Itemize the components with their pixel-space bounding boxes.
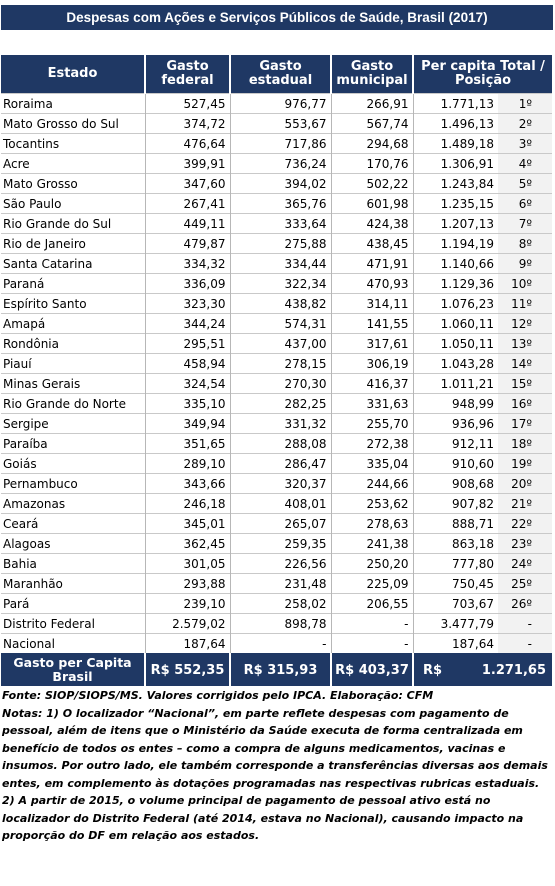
cell-estado: Distrito Federal [1, 614, 145, 634]
cell-municipal: 335,04 [331, 454, 413, 474]
cell-posicao: 8º [498, 234, 552, 254]
cell-municipal: 601,98 [331, 194, 413, 214]
cell-estado: Maranhão [1, 574, 145, 594]
table-row [1, 294, 552, 314]
cell-percapita: 888,71 [413, 514, 498, 534]
table-row [1, 314, 552, 334]
cell-municipal: 294,68 [331, 134, 413, 154]
cell-estado: Santa Catarina [1, 254, 145, 274]
cell-estadual: 278,15 [230, 354, 331, 374]
cell-estado: Alagoas [1, 534, 145, 554]
table-row [1, 474, 552, 494]
cell-percapita: 1.243,84 [413, 174, 498, 194]
cell-municipal: 424,38 [331, 214, 413, 234]
cell-estadual: 288,08 [230, 434, 331, 454]
cell-estadual: 331,32 [230, 414, 331, 434]
total-municipal: R$ 403,37 [331, 654, 413, 687]
cell-posicao: 6º [498, 194, 552, 214]
cell-percapita: 936,96 [413, 414, 498, 434]
header-municipal: Gasto municipal [331, 55, 413, 94]
cell-municipal: 170,76 [331, 154, 413, 174]
total-estadual: R$ 315,93 [230, 654, 331, 687]
cell-percapita: 1.011,21 [413, 374, 498, 394]
cell-posicao: 26º [498, 594, 552, 614]
cell-posicao: 25º [498, 574, 552, 594]
cell-estado: Bahia [1, 554, 145, 574]
cell-municipal: 241,38 [331, 534, 413, 554]
table-row [1, 254, 552, 274]
cell-municipal: 253,62 [331, 494, 413, 514]
cell-percapita: 1.306,91 [413, 154, 498, 174]
cell-estado: Rio Grande do Norte [1, 394, 145, 414]
cell-posicao: 19º [498, 454, 552, 474]
cell-percapita: 907,82 [413, 494, 498, 514]
cell-municipal: 567,74 [331, 114, 413, 134]
table-row [1, 134, 552, 154]
table-row [1, 114, 552, 134]
cell-federal: 449,11 [145, 214, 230, 234]
cell-federal: 344,24 [145, 314, 230, 334]
cell-estado: Rio Grande do Sul [1, 214, 145, 234]
cell-percapita: 1.043,28 [413, 354, 498, 374]
cell-municipal: 317,61 [331, 334, 413, 354]
cell-federal: 187,64 [145, 634, 230, 654]
cell-posicao: 5º [498, 174, 552, 194]
cell-municipal: 225,09 [331, 574, 413, 594]
cell-federal: 362,45 [145, 534, 230, 554]
cell-percapita: 1.060,11 [413, 314, 498, 334]
cell-estadual: 270,30 [230, 374, 331, 394]
cell-posicao: 23º [498, 534, 552, 554]
cell-municipal: 438,45 [331, 234, 413, 254]
table-header-row [1, 55, 552, 94]
cell-municipal: 470,93 [331, 274, 413, 294]
cell-percapita: 948,99 [413, 394, 498, 414]
cell-federal: 295,51 [145, 334, 230, 354]
cell-estadual: 334,44 [230, 254, 331, 274]
table-row [1, 614, 552, 634]
cell-estadual: 408,01 [230, 494, 331, 514]
table-row [1, 154, 552, 174]
cell-municipal: 272,38 [331, 434, 413, 454]
cell-estado: São Paulo [1, 194, 145, 214]
cell-estadual: 717,86 [230, 134, 331, 154]
cell-federal: 336,09 [145, 274, 230, 294]
cell-percapita: 863,18 [413, 534, 498, 554]
source-note: Fonte: SIOP/SIOPS/MS. Valores corrigidos pelo IPCA. Elaboração: CFM [2, 689, 434, 702]
cell-percapita: 1.076,23 [413, 294, 498, 314]
cell-percapita: 1.194,19 [413, 234, 498, 254]
cell-posicao: 3º [498, 134, 552, 154]
cell-estadual: 275,88 [230, 234, 331, 254]
cell-estado: Piauí [1, 354, 145, 374]
cell-estadual: 282,25 [230, 394, 331, 414]
table-row [1, 94, 552, 114]
cell-federal: 476,64 [145, 134, 230, 154]
cell-federal: 399,91 [145, 154, 230, 174]
cell-estado: Mato Grosso [1, 174, 145, 194]
cell-estadual: 231,48 [230, 574, 331, 594]
cell-estado: Mato Grosso do Sul [1, 114, 145, 134]
total-percapita [413, 654, 552, 687]
cell-municipal: 266,91 [331, 94, 413, 114]
table-row [1, 174, 552, 194]
cell-municipal: 278,63 [331, 514, 413, 534]
cell-federal: 343,66 [145, 474, 230, 494]
table-row [1, 334, 552, 354]
table-row [1, 554, 552, 574]
cell-federal: 334,32 [145, 254, 230, 274]
cell-estadual: 322,34 [230, 274, 331, 294]
cell-posicao: 2º [498, 114, 552, 134]
cell-municipal: 306,19 [331, 354, 413, 374]
cell-estado: Goiás [1, 454, 145, 474]
notes-text: Notas: 1) O localizador “Nacional”, em parte reflete despesas com pagamento de pessoal, além de itens que o Ministério da Saúde executa de forma centralizada em benefício de todos os entes – como a compra de alguns medicamentos, vacinas e insumos. Por outro lado, ele também corresponde a transferências diversas aos demais entes, em complemento às dotações programadas nas respectivas rubricas estaduais. 2) A partir de 2015, o volume principal de pagamento de pessoal ativo está no localizador do Distrito Federal (até 2014, estava no Nacional), causando impacto na proporção do DF em relação aos estados. [2, 706, 548, 842]
cell-municipal: 250,20 [331, 554, 413, 574]
cell-posicao: 15º [498, 374, 552, 394]
cell-estadual: 320,37 [230, 474, 331, 494]
health-spending-table [1, 55, 552, 686]
cell-federal: 351,65 [145, 434, 230, 454]
cell-posicao: 9º [498, 254, 552, 274]
header-percapita: Per capita Total / Posição [413, 55, 552, 94]
cell-federal: 289,10 [145, 454, 230, 474]
cell-posicao: 10º [498, 274, 552, 294]
cell-estadual: 259,35 [230, 534, 331, 554]
cell-federal: 527,45 [145, 94, 230, 114]
cell-municipal: - [331, 634, 413, 654]
table-row [1, 534, 552, 554]
table-row [1, 374, 552, 394]
table-row [1, 214, 552, 234]
table-row [1, 414, 552, 434]
cell-posicao: 18º [498, 434, 552, 454]
cell-posicao: 11º [498, 294, 552, 314]
cell-percapita: 910,60 [413, 454, 498, 474]
cell-estadual: 226,56 [230, 554, 331, 574]
cell-posicao: 12º [498, 314, 552, 334]
cell-municipal: 502,22 [331, 174, 413, 194]
cell-percapita: 703,67 [413, 594, 498, 614]
cell-estadual: 437,00 [230, 334, 331, 354]
cell-federal: 479,87 [145, 234, 230, 254]
table-row [1, 594, 552, 614]
cell-estado: Paraíba [1, 434, 145, 454]
cell-estadual: 898,78 [230, 614, 331, 634]
cell-estado: Paraná [1, 274, 145, 294]
cell-federal: 239,10 [145, 594, 230, 614]
cell-percapita: 1.129,36 [413, 274, 498, 294]
cell-posicao: 20º [498, 474, 552, 494]
cell-posicao: 21º [498, 494, 552, 514]
table-row [1, 234, 552, 254]
cell-federal: 323,30 [145, 294, 230, 314]
cell-federal: 267,41 [145, 194, 230, 214]
cell-estadual: 286,47 [230, 454, 331, 474]
cell-estadual: 574,31 [230, 314, 331, 334]
cell-percapita: 1.235,15 [413, 194, 498, 214]
cell-estadual: 394,02 [230, 174, 331, 194]
cell-federal: 246,18 [145, 494, 230, 514]
cell-federal: 293,88 [145, 574, 230, 594]
cell-percapita: 1.496,13 [413, 114, 498, 134]
cell-estado: Rondônia [1, 334, 145, 354]
cell-estadual: 258,02 [230, 594, 331, 614]
cell-percapita: 908,68 [413, 474, 498, 494]
cell-percapita: 187,64 [413, 634, 498, 654]
table-row [1, 354, 552, 374]
header-estadual: Gasto estadual [230, 55, 331, 94]
cell-estadual: 265,07 [230, 514, 331, 534]
cell-percapita: 750,45 [413, 574, 498, 594]
cell-percapita: 1.771,13 [413, 94, 498, 114]
cell-federal: 2.579,02 [145, 614, 230, 634]
cell-posicao: 22º [498, 514, 552, 534]
table-title: Despesas com Ações e Serviços Públicos de Saúde, Brasil (2017) [1, 5, 553, 30]
cell-percapita: 1.489,18 [413, 134, 498, 154]
table-row [1, 634, 552, 654]
cell-estado: Acre [1, 154, 145, 174]
cell-estadual: 736,24 [230, 154, 331, 174]
total-federal: R$ 552,35 [145, 654, 230, 687]
cell-municipal: - [331, 614, 413, 634]
cell-federal: 349,94 [145, 414, 230, 434]
cell-estado: Rio de Janeiro [1, 234, 145, 254]
table-row [1, 574, 552, 594]
table-row [1, 454, 552, 474]
cell-municipal: 416,37 [331, 374, 413, 394]
cell-municipal: 314,11 [331, 294, 413, 314]
cell-federal: 374,72 [145, 114, 230, 134]
header-federal: Gasto federal [145, 55, 230, 94]
table-row [1, 194, 552, 214]
cell-posicao: 4º [498, 154, 552, 174]
cell-estadual: 333,64 [230, 214, 331, 234]
cell-posicao: 17º [498, 414, 552, 434]
cell-municipal: 255,70 [331, 414, 413, 434]
cell-percapita: 1.140,66 [413, 254, 498, 274]
footnotes [2, 687, 552, 845]
cell-federal: 324,54 [145, 374, 230, 394]
table-row [1, 394, 552, 414]
table-body [1, 94, 552, 654]
cell-municipal: 141,55 [331, 314, 413, 334]
cell-estadual: 438,82 [230, 294, 331, 314]
cell-estadual: 365,76 [230, 194, 331, 214]
cell-percapita: 3.477,79 [413, 614, 498, 634]
cell-federal: 458,94 [145, 354, 230, 374]
cell-estado: Tocantins [1, 134, 145, 154]
cell-estado: Sergipe [1, 414, 145, 434]
cell-percapita: 1.050,11 [413, 334, 498, 354]
cell-estado: Amazonas [1, 494, 145, 514]
cell-federal: 345,01 [145, 514, 230, 534]
table-row [1, 274, 552, 294]
cell-posicao: 14º [498, 354, 552, 374]
cell-posicao: - [498, 614, 552, 634]
cell-posicao: 1º [498, 94, 552, 114]
table-row [1, 494, 552, 514]
cell-posicao: - [498, 634, 552, 654]
cell-estado: Espírito Santo [1, 294, 145, 314]
cell-estado: Pernambuco [1, 474, 145, 494]
header-estado: Estado [1, 55, 145, 94]
cell-federal: 347,60 [145, 174, 230, 194]
cell-estado: Amapá [1, 314, 145, 334]
table-row [1, 434, 552, 454]
cell-estado: Roraima [1, 94, 145, 114]
cell-estado: Minas Gerais [1, 374, 145, 394]
cell-posicao: 16º [498, 394, 552, 414]
cell-municipal: 206,55 [331, 594, 413, 614]
table-row [1, 514, 552, 534]
cell-municipal: 331,63 [331, 394, 413, 414]
cell-posicao: 24º [498, 554, 552, 574]
cell-posicao: 13º [498, 334, 552, 354]
cell-estadual: - [230, 634, 331, 654]
cell-estadual: 976,77 [230, 94, 331, 114]
cell-percapita: 1.207,13 [413, 214, 498, 234]
cell-estado: Ceará [1, 514, 145, 534]
cell-estadual: 553,67 [230, 114, 331, 134]
cell-federal: 335,10 [145, 394, 230, 414]
cell-percapita: 777,80 [413, 554, 498, 574]
total-row [1, 654, 552, 687]
cell-estado: Pará [1, 594, 145, 614]
cell-municipal: 471,91 [331, 254, 413, 274]
cell-percapita: 912,11 [413, 434, 498, 454]
total-percapita-currency: R$ [423, 662, 443, 678]
cell-federal: 301,05 [145, 554, 230, 574]
cell-estado: Nacional [1, 634, 145, 654]
total-percapita-value: 1.271,65 [481, 662, 547, 678]
total-label: Gasto per Capita Brasil [1, 654, 145, 687]
cell-posicao: 7º [498, 214, 552, 234]
cell-municipal: 244,66 [331, 474, 413, 494]
